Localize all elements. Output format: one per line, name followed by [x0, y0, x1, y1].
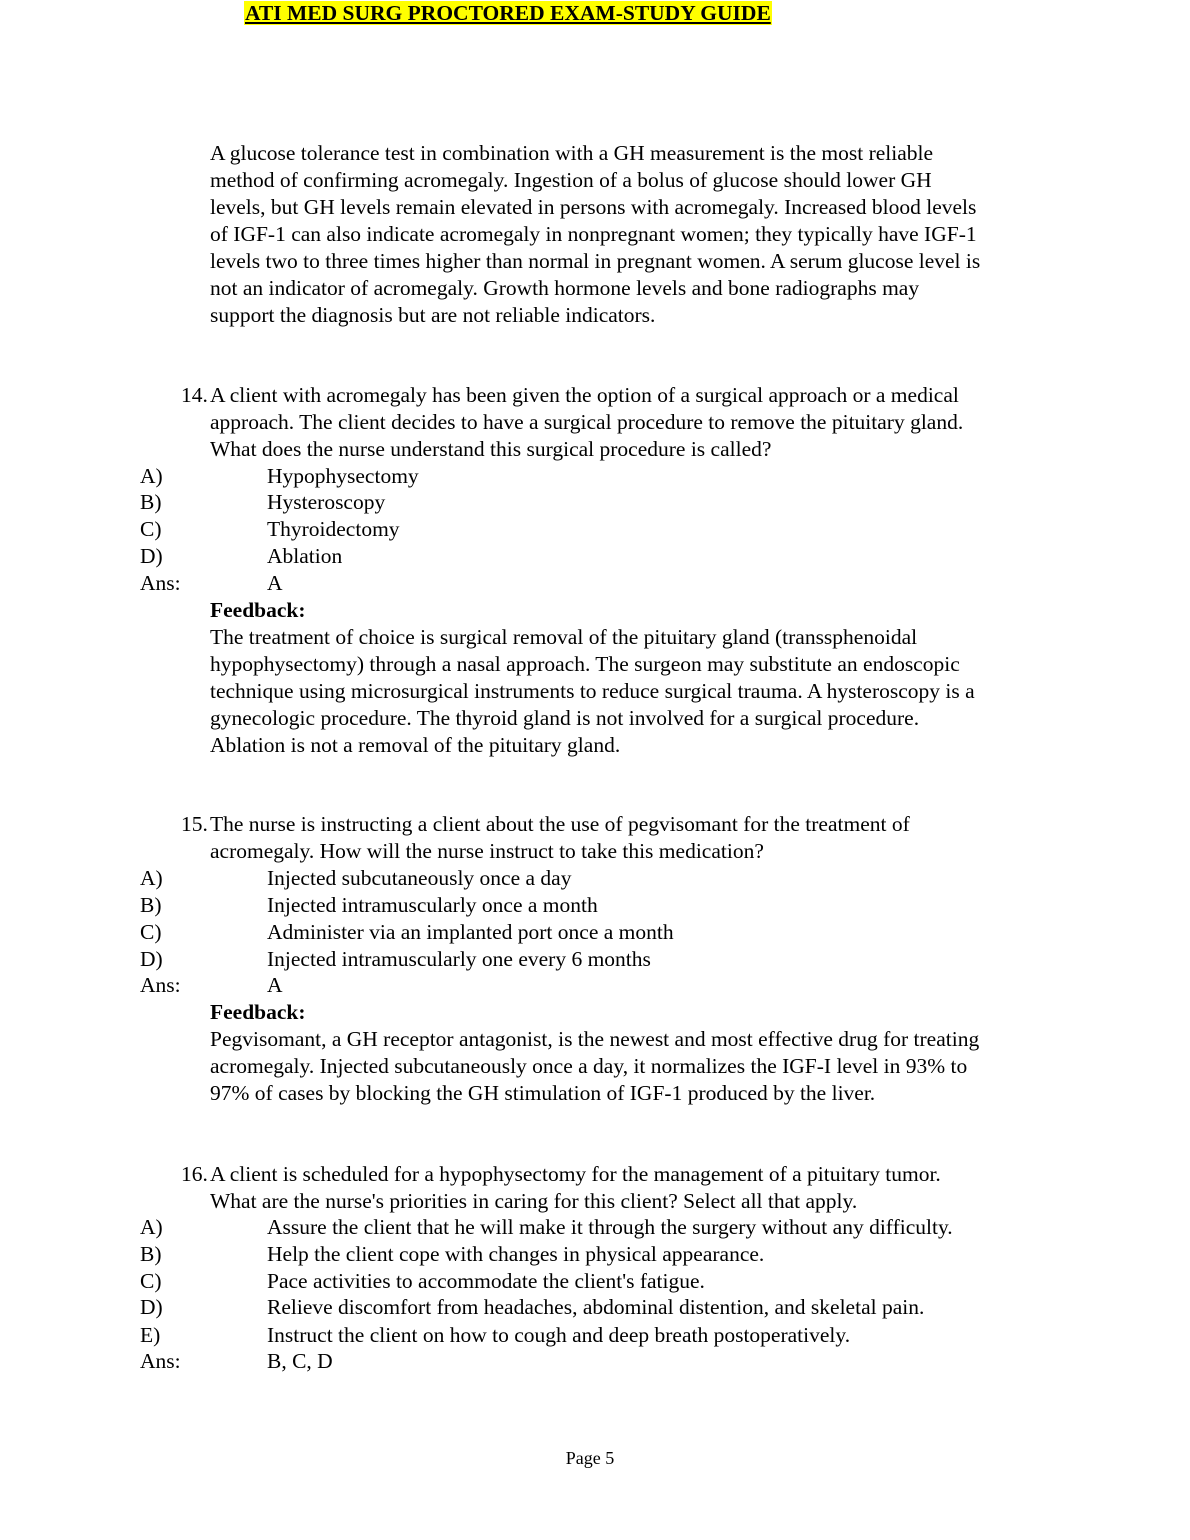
text-line: What are the nurse's priorities in caring for this client? Select all that apply.	[210, 1189, 858, 1213]
feedback-heading: Feedback:	[210, 598, 306, 622]
feedback-heading: Feedback:	[210, 1000, 306, 1024]
option-text: Thyroidectomy	[267, 517, 400, 541]
option-label: C)	[140, 920, 162, 944]
text-line: 97% of cases by blocking the GH stimulation of IGF-1 produced by the liver.	[210, 1081, 876, 1105]
option-text: Relieve discomfort from headaches, abdominal distention, and skeletal pain.	[267, 1295, 925, 1319]
option-e	[140, 1322, 850, 1349]
option-text: Ablation	[267, 544, 343, 568]
option-text: Assure the client that he will make it through the surgery without any difficulty.	[267, 1215, 953, 1239]
text-line: The treatment of choice is surgical removal of the pituitary gland (transsphenoidal	[210, 625, 918, 649]
option-label: E)	[140, 1323, 161, 1347]
option-label: A)	[140, 464, 163, 488]
option-text: Administer via an implanted port once a month	[267, 920, 674, 944]
document-header: ATI MED SURG PROCTORED EXAM-STUDY GUIDE	[245, 1, 771, 25]
option-label: A)	[140, 866, 163, 890]
answer-label: Ans:	[140, 571, 181, 595]
text-line: Pegvisomant, a GH receptor antagonist, is the newest and most effective drug for treating	[210, 1027, 980, 1051]
answer-label: Ans:	[140, 1349, 181, 1373]
page-number: Page 5	[565, 1448, 615, 1468]
option-label: B)	[140, 893, 162, 917]
text-line: Ablation is not a removal of the pituitary gland.	[210, 733, 621, 757]
answer-row	[140, 972, 283, 999]
text-line: acromegaly. How will the nurse instruct to take this medication?	[210, 839, 764, 863]
feedback-block	[210, 597, 975, 759]
text-line: The nurse is instructing a client about the use of pegvisomant for the treatment of	[210, 812, 910, 836]
option-text: Pace activities to accommodate the client's fatigue.	[267, 1269, 705, 1293]
option-b	[140, 489, 385, 516]
option-label: D)	[140, 1295, 163, 1319]
option-a	[140, 1214, 953, 1241]
option-text: Hypophysectomy	[267, 464, 419, 488]
text-line: gynecologic procedure. The thyroid gland is not involved for a surgical procedure.	[210, 706, 920, 730]
text-line: A client is scheduled for a hypophysectomy for the management of a pituitary tumor.	[210, 1162, 941, 1186]
option-d	[140, 1294, 924, 1321]
option-text: Help the client cope with changes in physical appearance.	[267, 1242, 765, 1266]
option-a	[140, 463, 419, 490]
text-line: technique using microsurgical instruments to reduce surgical trauma. A hysteroscopy is a	[210, 679, 975, 703]
text-line: acromegaly. Injected subcutaneously once a day, it normalizes the IGF-I level in 93% to	[210, 1054, 968, 1078]
option-text: Instruct the client on how to cough and deep breath postoperatively.	[267, 1323, 851, 1347]
option-b	[140, 892, 598, 919]
feedback-block	[210, 999, 979, 1107]
text-line: levels two to three times higher than normal in pregnant women. A serum glucose level is	[210, 249, 981, 273]
text-line: What does the nurse understand this surgical procedure is called?	[210, 437, 772, 461]
option-text: Injected subcutaneously once a day	[267, 866, 572, 890]
option-text: Injected intramuscularly once a month	[267, 893, 598, 917]
text-line: A glucose tolerance test in combination with a GH measurement is the most reliable	[210, 141, 934, 165]
text-line: A client with acromegaly has been given the option of a surgical approach or a medical	[210, 383, 959, 407]
option-label: D)	[140, 544, 163, 568]
option-a	[140, 865, 571, 892]
option-d	[140, 946, 651, 973]
question-stem	[210, 1161, 941, 1215]
question-number: 15.	[181, 812, 208, 836]
text-line: approach. The client decides to have a surgical procedure to remove the pituitary gland.	[210, 410, 964, 434]
option-label: A)	[140, 1215, 163, 1239]
option-label: C)	[140, 517, 162, 541]
question-number: 16.	[181, 1162, 208, 1186]
intro-feedback	[210, 140, 980, 329]
question-stem	[210, 811, 910, 865]
text-line: levels, but GH levels remain elevated in persons with acromegaly. Increased blood levels	[210, 195, 977, 219]
option-label: C)	[140, 1269, 162, 1293]
text-line: support the diagnosis but are not reliable indicators.	[210, 303, 656, 327]
option-label: B)	[140, 490, 162, 514]
text-line: not an indicator of acromegaly. Growth hormone levels and bone radiographs may	[210, 276, 920, 300]
option-b	[140, 1241, 764, 1268]
answer-value: A	[267, 973, 283, 997]
option-c	[140, 919, 674, 946]
option-d	[140, 543, 342, 570]
answer-value: B, C, D	[267, 1349, 333, 1373]
text-line: method of confirming acromegaly. Ingestion of a bolus of glucose should lower GH	[210, 168, 932, 192]
question-number: 14.	[181, 383, 208, 407]
answer-row	[140, 1348, 333, 1375]
text-line: of IGF-1 can also indicate acromegaly in nonpregnant women; they typically have IGF-1	[210, 222, 977, 246]
option-text: Hysteroscopy	[267, 490, 386, 514]
option-c	[140, 516, 400, 543]
answer-row	[140, 570, 283, 597]
option-text: Injected intramuscularly one every 6 months	[267, 947, 651, 971]
question-stem	[210, 382, 963, 463]
answer-value: A	[267, 571, 283, 595]
answer-label: Ans:	[140, 973, 181, 997]
text-line: hypophysectomy) through a nasal approach. The surgeon may substitute an endoscopic	[210, 652, 960, 676]
option-label: B)	[140, 1242, 162, 1266]
option-label: D)	[140, 947, 163, 971]
option-c	[140, 1268, 705, 1295]
